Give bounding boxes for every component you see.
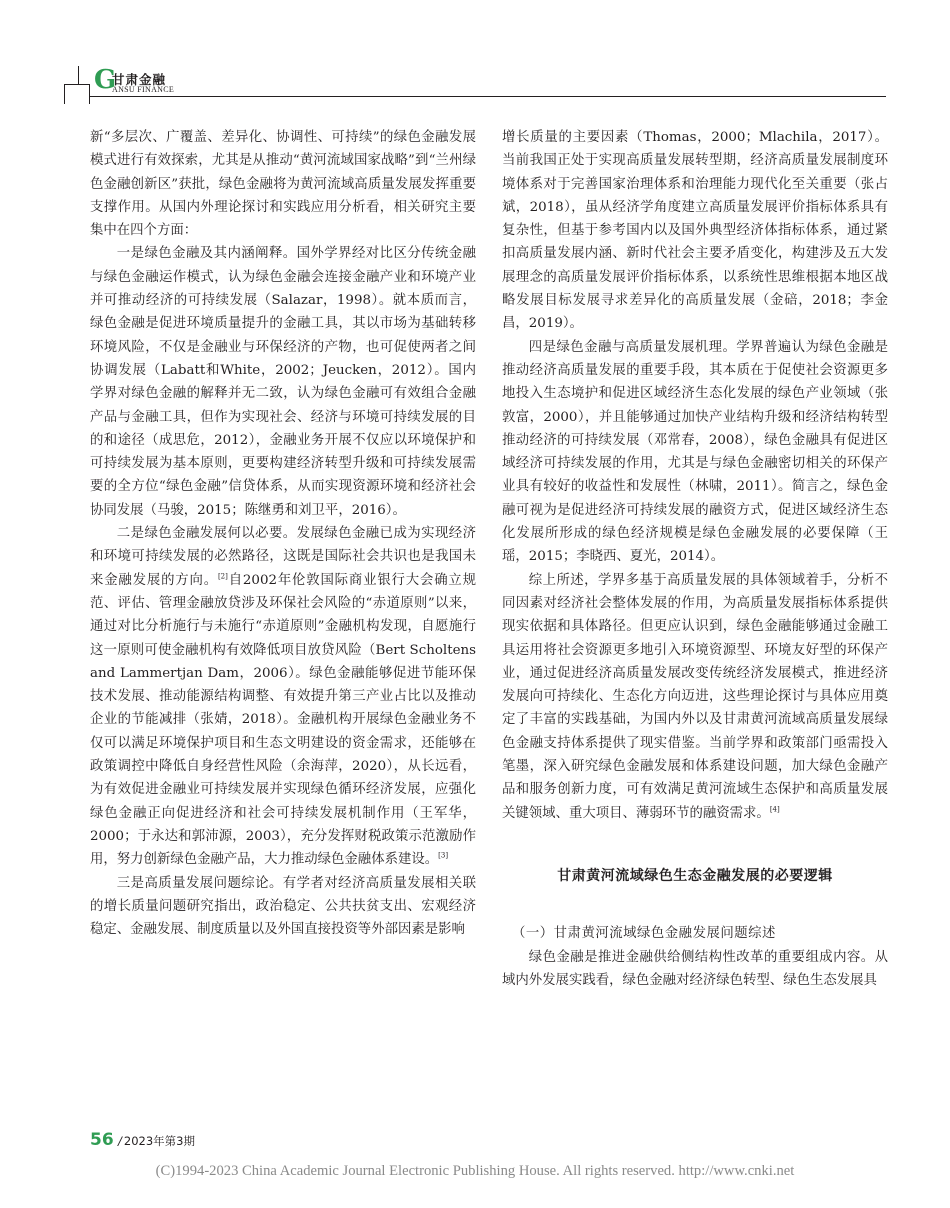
subsection-title: （一）甘肃黄河流域绿色金融发展问题综述 (512, 926, 776, 942)
paragraph-text: 二是绿色金融发展何以必要。发展绿色金融已成为实现经济和环境可持续发展的必然路径，这既是国际社会共识也是我国未来金融发展的方向。 (90, 526, 476, 588)
paragraph: 四是绿色金融与高质量发展机理。学界普遍认为绿色金融是推动经济高质量发展的重要手段，其本质在于促使社会资源更多地投入生态境护和促进区域经济生态化发展的绿色产业领域（张敦富，2000），并且能够通过加快产业结构升级和经济结构转型推动经济的可持续发展（邓常春，2008），绿色金融具有促进区域经济可持续发展的作用，尤其是与绿色金融密切相关的环保产业具有较好的收益性和发展性（林啸，2011）。简言之，绿色金融可视为是促进经济可持续发展的融资方式，促进区域经济生态化发展所形成的绿色经济规模是绿色金融发展的必要保障（王瑶，2015；李晓西、夏光，2014）。 (502, 339, 888, 565)
journal-logo (94, 65, 214, 96)
header-rule (90, 96, 886, 97)
page-number: 56 (90, 1130, 114, 1150)
copyright-watermark: (C)1994-2023 China Academic Journal Electronic Publishing House. All rights reserved. http://www.cnki.net (155, 1163, 795, 1179)
paragraph-text: 综上所述，学界多基于高质量发展的具体领域着手，分析不同因素对经济社会整体发展的作用，为高质量发展指标体系提供现实依据和具体路径。但更应认识到，绿色金融能够通过金融工具运用将社会资源更多地引入环境资源型、环境友好型的环保产业，通过促进经济高质量发展改变传统经济发展模式，推进经济发展向可持续化、生态化方向迈进，这些理论探讨与具体应用奠定了丰富的实践基础，为国内外以及甘肃黄河流域高质量发展绿色金融支持体系提供了现实借鉴。当前学界和政策部门亟需投入笔墨，深入研究绿色金融发展和体系建设问题，加大绿色金融产品和服务创新力度，可有效满足黄河流域生态保护和高质量发展关键领域、重大项目、薄弱环节的融资需求。 (502, 572, 888, 821)
footnote-ref[interactable]: [4] (769, 805, 780, 814)
header-corner-box (64, 84, 90, 104)
paragraph: 增长质量的主要因素（Thomas，2000；Mlachila，2017）。当前我国正处于实现高质量发展转型期，经济高质量发展制度环境体系对于完善国家治理体系和治理能力现代化至关重要（张占斌，2018），虽从经济学角度建立高质量发展评价指标体系具有复杂性，但基于参考国内以及国外典型经济体指标体系，通过紧扣高质量发展内涵、新时代社会主要矛盾变化，构建涉及五大发展理念的高质量发展评价指标体系，以系统性思维根据本地区战略发展目标发展寻求差异化的高质量发展（金碚，2018；李金昌，2019）。 (502, 130, 888, 332)
paragraph: 新“多层次、广覆盖、差异化、协调性、可持续”的绿色金融发展模式进行有效探索，尤其是从推动“黄河流域国家战略”到“兰州绿色金融创新区”获批，绿色金融将为黄河流域高质量发展发挥重要支撑作用。从国内外理论探讨和实践应用分析看，相关研究主要集中在四个方面： (90, 130, 476, 239)
page-header (0, 0, 950, 110)
logo-letter: G (94, 65, 117, 95)
issue-text: 2023年第3期 (123, 1134, 195, 1148)
section-title: 甘肃黄河流域绿色生态金融发展的必要逻辑 (557, 867, 833, 884)
footnote-ref[interactable]: [3] (438, 851, 449, 860)
paragraph (502, 569, 888, 825)
footnote-ref[interactable]: [2] (217, 572, 228, 581)
issue-label (118, 1133, 195, 1149)
left-column (90, 126, 476, 941)
slash-glyph: / (118, 1134, 122, 1148)
paragraph: 绿色金融是推进金融供给侧结构性改革的重要组成内容。从域内外发展实践看，绿色金融对经济绿色转型、绿色生态发展具 (502, 949, 888, 988)
paragraph: 三是高质量发展问题综论。有学者对经济高质量发展相关联的增长质量问题研究指出，政治稳定、公共扶贫支出、宏观经济稳定、金融发展、制度质量以及外国直接投资等外部因素是影响 (90, 875, 476, 938)
paragraph-text: 自2002年伦敦国际商业银行大会确立规范、评估、管理金融放贷涉及环保社会风险的“赤道原则”以来，通过对比分析施行与未施行“赤道原则”金融机构发现，自愿施行这一原则可使金融机构有效降低项目放贷风险（Bert Scholtens and Lammertjan Dam，2006）。绿色金融能够促进节能环保技术发展、推动能源结构调整、有效提升第三产业占比以及推动企业的节能减排（张婧，2018）。金融机构开展绿色金融业务不仅可以满足环境保护项目和生态文明建设的资金需求，还能够在政策调控中降低自身经营性风险（余海萍，2020），从长远看，为有效促进金融业可持续发展并实现绿色循环经济发展，应强化绿色金融正向促进经济和社会可持续发展机制作用（王军华，2000；于永达和郭沛源，2003），充分发挥财税政策示范激励作用，努力创新绿色金融产品，大力推动绿色金融体系建设。 (90, 572, 477, 868)
paragraph: 一是绿色金融及其内涵阐释。国外学界经对比区分传统金融与绿色金融运作模式，认为绿色金融会连接金融产业和环境产业并可推动经济的可持续发展（Salazar，1998）。就本质而言，绿色金融是促进环境质量提升的金融工具，其以市场为基础转移环境风险，不仅是金融业与环保经济的产物，也可促使两者之间协调发展（Labatt和White，2002；Jeucken，2012）。国内学界对绿色金融的解释并无二致，认为绿色金融可有效组合金融产品与金融工具，但作为实现社会、经济与环境可持续发展的目的和途径（成思危，2012），金融业务开展不仅应以环境保护和可持续发展为基本原则，更要构建经济转型升级和可持续发展需要的全方位“绿色金融”信贷体系，从而实现资源环境和经济社会协同发展（马骏，2015；陈继勇和刘卫平，2016）。 (90, 246, 476, 518)
logo-text-cn: 甘肃金融 (112, 72, 167, 87)
paragraph (90, 522, 476, 871)
logo-text-en: ANSU FINANCE (112, 85, 175, 94)
right-column (502, 126, 888, 992)
